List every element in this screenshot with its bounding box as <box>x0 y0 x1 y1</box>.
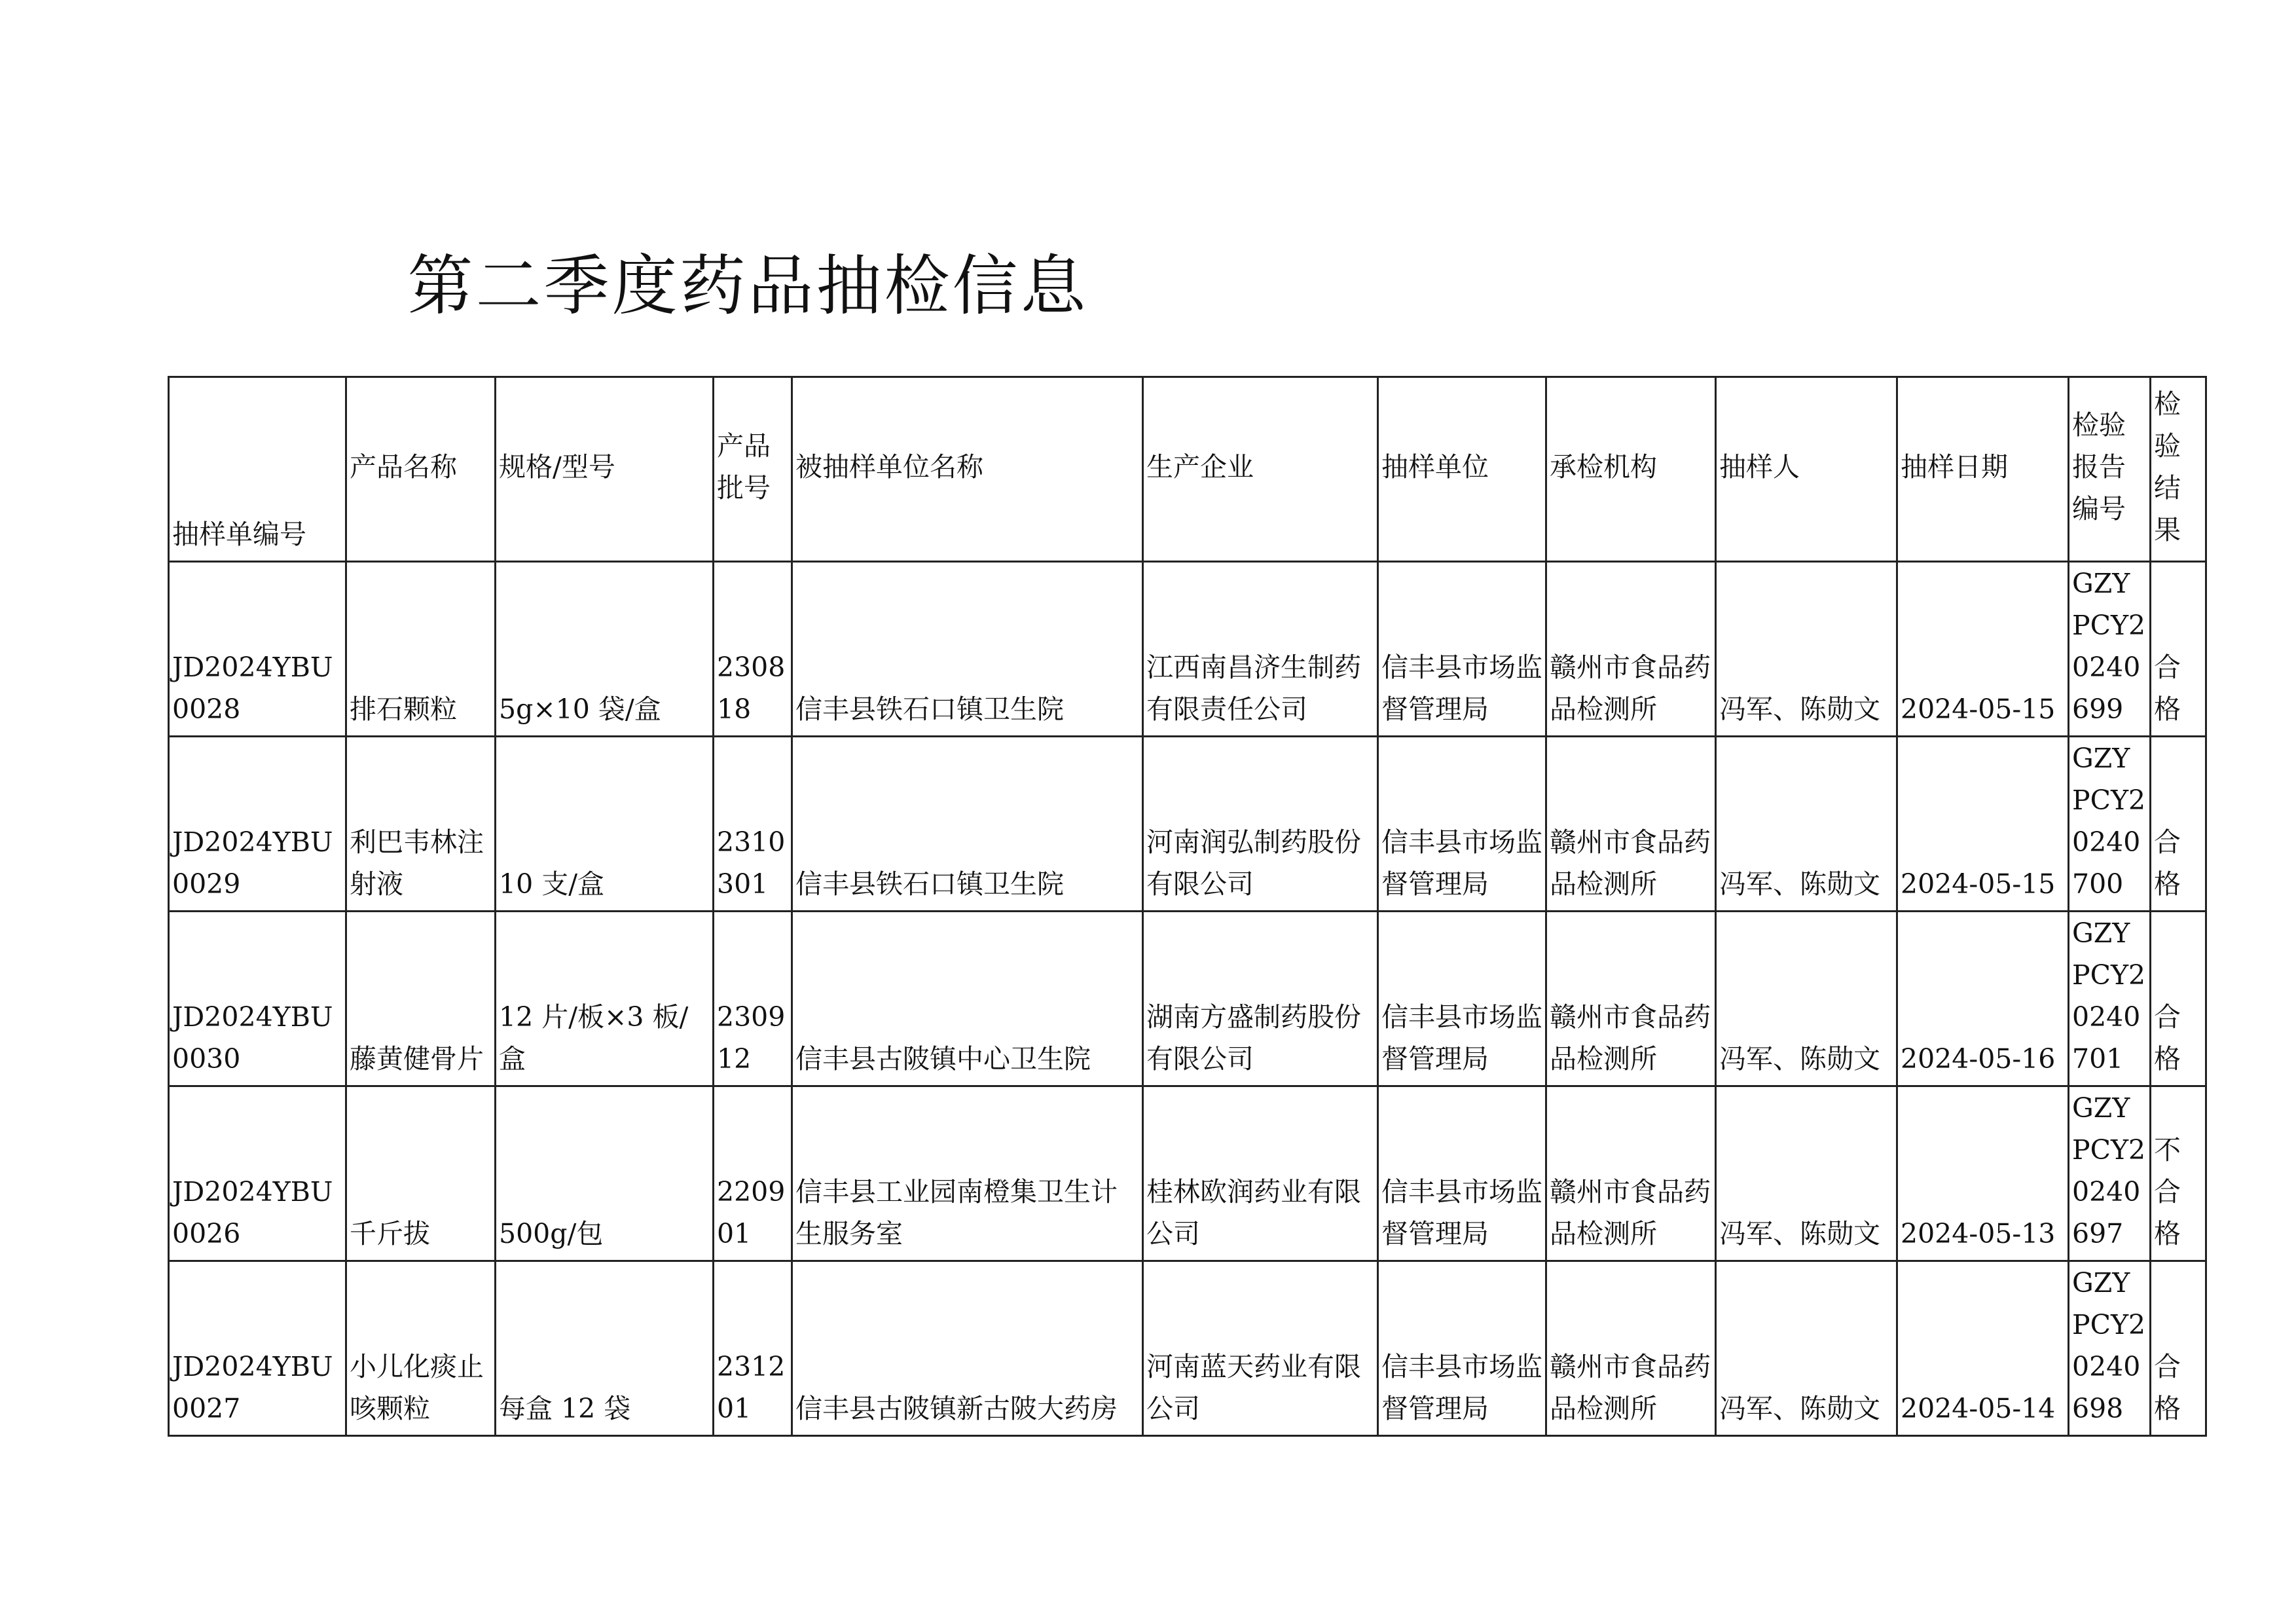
cell-manufacturer: 湖南方盛制药股份有限公司 <box>1143 912 1378 1086</box>
cell-manufacturer: 河南蓝天药业有限公司 <box>1143 1261 1378 1436</box>
cell-product-name: 藤黄健骨片 <box>346 912 496 1086</box>
cell-sampling-unit: 信丰县市场监督管理局 <box>1378 562 1546 737</box>
cell-spec: 5g×10 袋/盒 <box>496 562 714 737</box>
cell-sampled-unit: 信丰县古陂镇新古陂大药房 <box>792 1261 1143 1436</box>
cell-result: 不合格 <box>2151 1086 2206 1261</box>
cell-spec: 10 支/盒 <box>496 737 714 912</box>
cell-inspection-org: 赣州市食品药品检测所 <box>1546 737 1716 912</box>
cell-report-no: GZYPCY20240698 <box>2069 1261 2151 1436</box>
header-batch: 产品批号 <box>714 377 792 562</box>
header-report-no: 检验报告编号 <box>2069 377 2151 562</box>
cell-sampled-unit: 信丰县古陂镇中心卫生院 <box>792 912 1143 1086</box>
cell-batch: 231201 <box>714 1261 792 1436</box>
cell-sampling-date: 2024-05-16 <box>1897 912 2069 1086</box>
cell-sample-no: JD2024YBU0030 <box>169 912 346 1086</box>
cell-report-no: GZYPCY20240699 <box>2069 562 2151 737</box>
cell-sampler: 冯军、陈勋文 <box>1716 1261 1897 1436</box>
cell-sample-no: JD2024YBU0026 <box>169 1086 346 1261</box>
header-inspection-org: 承检机构 <box>1546 377 1716 562</box>
page-title: 第二季度药品抽检信息 <box>407 248 1089 324</box>
cell-inspection-org: 赣州市食品药品检测所 <box>1546 1261 1716 1436</box>
table-row <box>169 1086 2206 1261</box>
header-manufacturer: 生产企业 <box>1143 377 1378 562</box>
cell-sampling-unit: 信丰县市场监督管理局 <box>1378 737 1546 912</box>
cell-report-no: GZYPCY20240701 <box>2069 912 2151 1086</box>
cell-sampling-date: 2024-05-14 <box>1897 1261 2069 1436</box>
cell-spec: 12 片/板×3 板/盒 <box>496 912 714 1086</box>
cell-manufacturer: 江西南昌济生制药有限责任公司 <box>1143 562 1378 737</box>
cell-sampling-date: 2024-05-15 <box>1897 737 2069 912</box>
cell-batch: 2310301 <box>714 737 792 912</box>
cell-sample-no: JD2024YBU0029 <box>169 737 346 912</box>
cell-batch: 220901 <box>714 1086 792 1261</box>
header-row <box>169 377 2206 562</box>
cell-spec: 500g/包 <box>496 1086 714 1261</box>
cell-product-name: 排石颗粒 <box>346 562 496 737</box>
cell-report-no: GZYPCY20240697 <box>2069 1086 2151 1261</box>
cell-sample-no: JD2024YBU0027 <box>169 1261 346 1436</box>
cell-result: 合格 <box>2151 1261 2206 1436</box>
table-row <box>169 912 2206 1086</box>
header-product-name: 产品名称 <box>346 377 496 562</box>
cell-batch: 230818 <box>714 562 792 737</box>
header-sampler: 抽样人 <box>1716 377 1897 562</box>
cell-product-name: 千斤拔 <box>346 1086 496 1261</box>
cell-report-no: GZYPCY20240700 <box>2069 737 2151 912</box>
header-sampled-unit: 被抽样单位名称 <box>792 377 1143 562</box>
header-sample-no: 抽样单编号 <box>169 377 346 562</box>
table-row <box>169 737 2206 912</box>
header-spec: 规格/型号 <box>496 377 714 562</box>
cell-product-name: 利巴韦林注射液 <box>346 737 496 912</box>
cell-sample-no: JD2024YBU0028 <box>169 562 346 737</box>
cell-sampler: 冯军、陈勋文 <box>1716 1086 1897 1261</box>
cell-sampling-unit: 信丰县市场监督管理局 <box>1378 1086 1546 1261</box>
cell-result: 合格 <box>2151 912 2206 1086</box>
table-row <box>169 1261 2206 1436</box>
cell-sampling-date: 2024-05-13 <box>1897 1086 2069 1261</box>
inspection-table <box>168 376 2207 1437</box>
cell-sampler: 冯军、陈勋文 <box>1716 562 1897 737</box>
header-sampling-unit: 抽样单位 <box>1378 377 1546 562</box>
table-row <box>169 562 2206 737</box>
cell-sampled-unit: 信丰县铁石口镇卫生院 <box>792 562 1143 737</box>
cell-spec: 每盒 12 袋 <box>496 1261 714 1436</box>
cell-inspection-org: 赣州市食品药品检测所 <box>1546 912 1716 1086</box>
cell-result: 合格 <box>2151 562 2206 737</box>
cell-sampler: 冯军、陈勋文 <box>1716 737 1897 912</box>
cell-sampled-unit: 信丰县工业园南橙集卫生计生服务室 <box>792 1086 1143 1261</box>
cell-inspection-org: 赣州市食品药品检测所 <box>1546 1086 1716 1261</box>
header-sampling-date: 抽样日期 <box>1897 377 2069 562</box>
cell-manufacturer: 河南润弘制药股份有限公司 <box>1143 737 1378 912</box>
cell-sampling-unit: 信丰县市场监督管理局 <box>1378 912 1546 1086</box>
cell-batch: 230912 <box>714 912 792 1086</box>
cell-manufacturer: 桂林欧润药业有限公司 <box>1143 1086 1378 1261</box>
cell-inspection-org: 赣州市食品药品检测所 <box>1546 562 1716 737</box>
cell-sampled-unit: 信丰县铁石口镇卫生院 <box>792 737 1143 912</box>
cell-sampling-date: 2024-05-15 <box>1897 562 2069 737</box>
cell-result: 合格 <box>2151 737 2206 912</box>
cell-sampling-unit: 信丰县市场监督管理局 <box>1378 1261 1546 1436</box>
cell-product-name: 小儿化痰止咳颗粒 <box>346 1261 496 1436</box>
header-result: 检验结果 <box>2151 377 2206 562</box>
cell-sampler: 冯军、陈勋文 <box>1716 912 1897 1086</box>
